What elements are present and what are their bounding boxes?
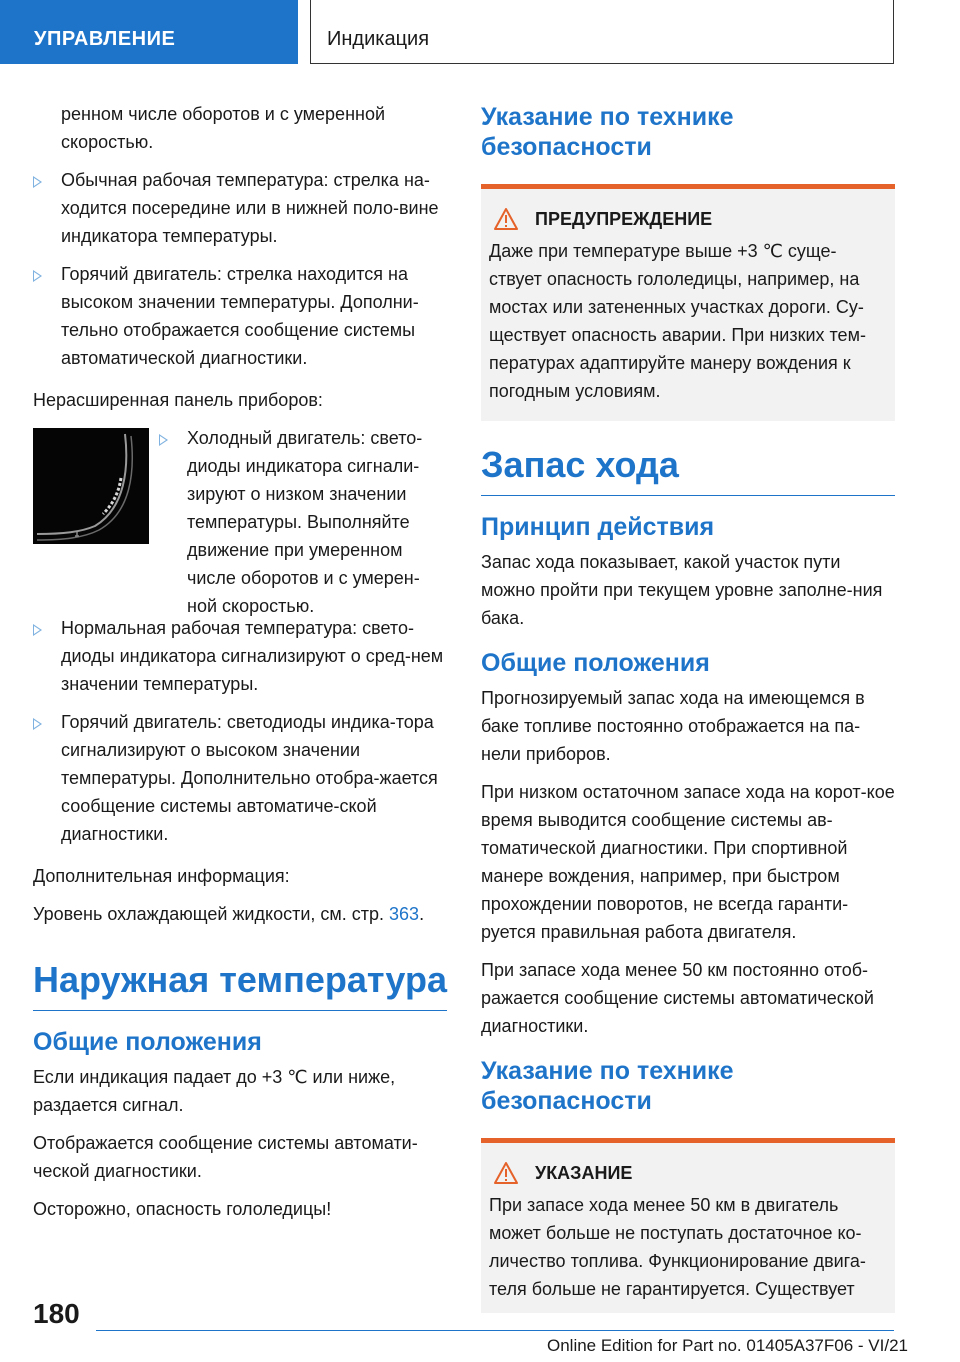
principle-heading: Принцип действия xyxy=(481,513,715,541)
general-paragraph: При низком остаточном запасе хода на корот-кое время выводится сообщение системы ав-томатической диагностики. При спортивной манере вождения, например, при быстром прохождении поворотов, не всегда гаранти-руется правильная работа двигателя. xyxy=(481,782,895,942)
header-chapter-title: Индикация xyxy=(327,28,430,50)
warning-text: Даже при температуре выше +3 ℃ суще-ствует опасность гололедицы, например, на мостах или затененных участках дороги. Су-ществует опасность аварии. При низких тем-пературах адаптируйте манеру вождения к погодным условиям. xyxy=(489,241,866,401)
safety-heading: Указание по технике безопасности xyxy=(481,1057,734,1115)
page-363-link[interactable]: 363 xyxy=(389,904,420,924)
header-chapter-box xyxy=(310,0,894,64)
extra-info-label: Дополнительная информация: xyxy=(33,866,290,886)
general-paragraph: Отображается сообщение системы автомати-ческой диагностики. xyxy=(33,1133,418,1181)
warning-triangle-icon xyxy=(493,1161,519,1185)
notice-header xyxy=(489,1161,887,1185)
left-column xyxy=(33,100,447,1233)
header-section-bar xyxy=(0,0,298,64)
temperature-gauge-icon xyxy=(33,428,149,544)
footer-edition: Online Edition for Part no. 01405A37F06 - VI/21 xyxy=(546,1336,908,1355)
warning-header xyxy=(489,207,887,231)
warning-triangle-icon xyxy=(493,207,519,231)
general-provisions-heading: Общие положения xyxy=(33,1028,262,1056)
general-provisions-heading: Общие положения xyxy=(481,649,710,677)
general-paragraph: Прогнозируемый запас хода на имеющемся в баке топливе постоянно отображается на па-нели приборов. xyxy=(481,688,865,764)
intro-continuation: ренном числе оборотов и с умеренной скоростью. xyxy=(61,104,386,152)
safety-heading: Указание по технике безопасности xyxy=(481,103,734,161)
figure-caption xyxy=(159,424,447,620)
list-item: Горячий двигатель: светодиоды индика-тора сигнализируют о высоком значении температуры. Дополнительно отобра-жается сообщение системы автоматиче-ской диагностики. xyxy=(33,708,447,848)
general-paragraph: При запасе хода менее 50 км постоянно отоб-ражается сообщение системы автоматической диагностики. xyxy=(481,960,874,1036)
list-item: Холодный двигатель: свето-диоды индикатора сигнали-зируют о низком значении температуры. Выполняйте движение при умеренном числе оборотов и с умерен-ной скоростью. xyxy=(159,424,447,620)
bullet-triangle-icon xyxy=(33,718,42,730)
coolant-reference: Уровень охлаждающей жидкости, см. стр. 363. xyxy=(33,904,425,924)
bullet-triangle-icon xyxy=(33,270,42,282)
footer-divider xyxy=(96,1330,894,1331)
right-column xyxy=(481,100,895,1313)
bullet-triangle-icon xyxy=(33,176,42,188)
list-item: Горячий двигатель: стрелка находится на высоком значении температуры. Дополни-тельно отображается сообщение системы автоматической диагностики. xyxy=(33,260,447,372)
general-paragraph: Осторожно, опасность гололедицы! xyxy=(33,1199,332,1219)
list-item: Нормальная рабочая температура: свето-диоды индикатора сигнализируют о сред-нем значении температуры. xyxy=(33,614,447,698)
warning-box xyxy=(481,184,895,421)
panel-label: Нерасширенная панель приборов: xyxy=(33,390,323,410)
notice-box xyxy=(481,1138,895,1313)
figure-row xyxy=(33,424,447,616)
range-heading: Запас хода xyxy=(481,445,895,496)
bullet-triangle-icon xyxy=(33,624,42,636)
outside-temperature-heading: Наружная температура xyxy=(33,960,447,1011)
warning-label: ПРЕДУПРЕЖДЕНИЕ xyxy=(535,208,713,229)
header-section-title: УПРАВЛЕНИЕ xyxy=(34,28,176,50)
notice-text: При запасе хода менее 50 км в двигатель может больше не поступать достаточное ко-личество топлива. Функционирование двига-теля больше не гарантируется. Существует xyxy=(489,1195,866,1299)
principle-paragraph: Запас хода показывает, какой участок пути можно пройти при текущем уровне заполне-ния бака. xyxy=(481,552,883,628)
bullet-triangle-icon xyxy=(159,434,168,446)
page-number: 180 xyxy=(33,1298,80,1329)
list-item: Обычная рабочая температура: стрелка на-ходится посередине или в нижней поло-вине индикатора температуры. xyxy=(33,166,447,250)
temperature-gauge-image xyxy=(33,428,149,544)
general-paragraph: Если индикация падает до +3 ℃ или ниже, раздается сигнал. xyxy=(33,1067,396,1115)
notice-label: УКАЗАНИЕ xyxy=(535,1162,633,1183)
